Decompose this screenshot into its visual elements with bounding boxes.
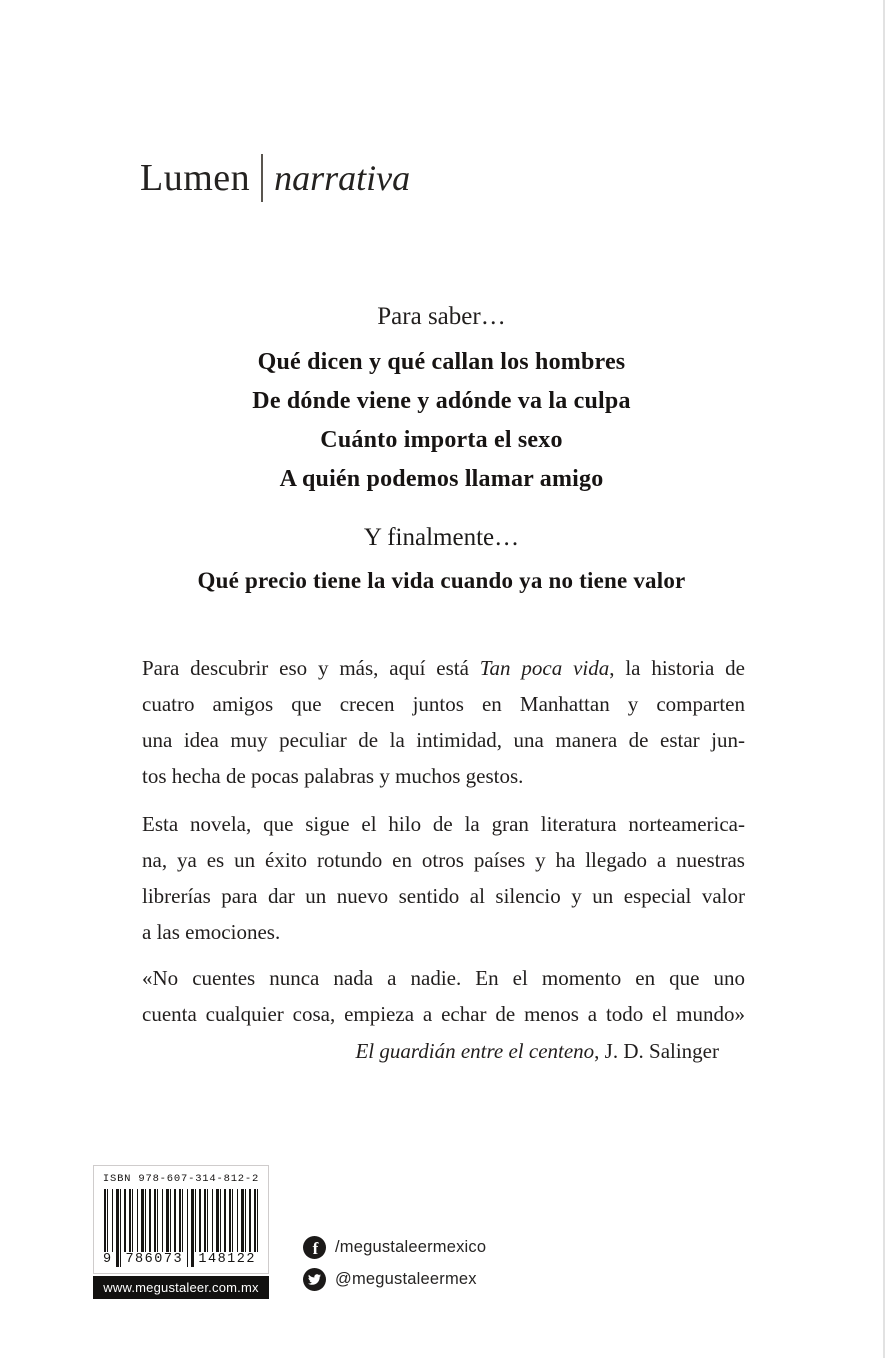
barcode-digit-group: 148122 [195, 1252, 259, 1267]
quote-block [142, 960, 745, 1032]
collection-name: narrativa [274, 158, 411, 198]
tagline-line-2: De dónde viene y adónde va la culpa [252, 388, 631, 414]
synopsis-line: na, ya es un éxito rotundo en otros países y ha llegado a nuestras [142, 848, 745, 872]
barcode-block [93, 1165, 269, 1299]
synopsis-paragraph-2 [142, 806, 745, 950]
barcode-panel [93, 1165, 269, 1274]
synopsis-line: Esta novela, que sigue el hilo de la gran literatura norteamerica- [142, 812, 745, 836]
facebook-handle: /megustaleermexico [335, 1238, 487, 1256]
twitter-icon [303, 1268, 326, 1291]
tagline-line-1: Qué dicen y qué callan los hombres [257, 349, 626, 375]
logo-divider [261, 154, 263, 202]
quote-attribution: El guardián entre el centeno, J. D. Salinger [355, 1039, 719, 1063]
synopsis-block [142, 650, 745, 1068]
tagline-finally-line: Qué precio tiene la vida cuando ya no tiene valor [197, 568, 686, 593]
synopsis-line: tos hecha de pocas palabras y muchos gestos. [142, 764, 524, 788]
synopsis-line: librerías para dar un nuevo sentido al silencio y un especial valor [142, 884, 745, 908]
tagline-intro: Para saber… [377, 303, 506, 330]
facebook-icon: f [303, 1236, 326, 1259]
social-block [303, 1236, 486, 1291]
facebook-row [303, 1236, 486, 1259]
synopsis-line: Para descubrir eso y más, aquí está Tan poca vida, la historia de [142, 656, 746, 680]
isbn-label: ISBN 978-607-314-812-2 [102, 1173, 260, 1185]
synopsis-line: una idea muy peculiar de la intimidad, una manera de estar jun- [142, 728, 745, 752]
quote-line: cuenta cualquier cosa, empieza a echar de menos a todo el mundo» [142, 1002, 745, 1026]
publisher-website: www.megustaleer.com.mx [93, 1276, 269, 1299]
tagline-list [0, 343, 883, 499]
barcode-digit-group: 786073 [122, 1252, 186, 1267]
publisher-logo [140, 154, 410, 202]
twitter-row [303, 1268, 486, 1291]
tagline-finally-intro: Y finalmente… [363, 524, 520, 551]
synopsis-line: a las emociones. [142, 920, 281, 944]
publisher-wordmark: Lumen [140, 157, 251, 199]
quote-line: «No cuentes nunca nada a nadie. En el momento en que uno [142, 966, 745, 990]
tagline-line-3: Cuánto importa el sexo [320, 427, 563, 453]
synopsis-line: cuatro amigos que crecen juntos en Manhattan y comparten [142, 692, 745, 716]
taglines-block [0, 300, 883, 600]
barcode-digits [102, 1252, 260, 1267]
synopsis-paragraph-1 [142, 650, 745, 794]
twitter-handle: @megustaleermex [335, 1270, 477, 1288]
tagline-line-4: A quién podemos llamar amigo [279, 466, 604, 492]
barcode-digit-group: 9 [103, 1252, 112, 1267]
